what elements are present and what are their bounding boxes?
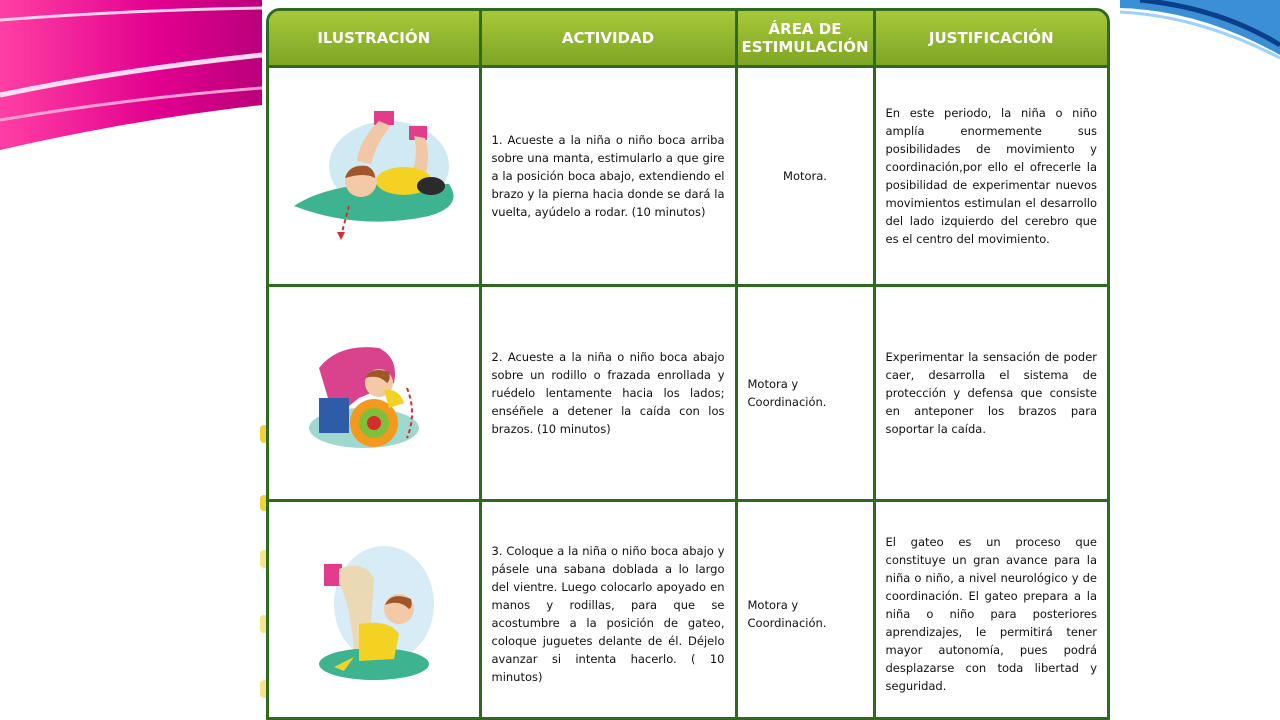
baby-rolling-on-mat-icon (279, 106, 469, 246)
justification-cell: Experimentar la sensación de poder caer, desarrolla el sistema de protección y defensa que consiste en anteponer los brazos para soportar la caída. (874, 286, 1107, 501)
activity-cell: 1. Acueste a la niña o niño boca arriba sobre una manta, estimularlo a que gire a la posición boca abajo, extendiendo el brazo y la pierna hacia donde se dará la vuelta, ayúdelo a rodar. (10 minutos) (480, 67, 736, 286)
blue-ribbon-decoration (1120, 0, 1280, 60)
table-row (269, 501, 1107, 720)
illustration-cell (269, 67, 480, 286)
area-cell: Motora y Coordinación. (736, 286, 874, 501)
area-cell: Motora y Coordinación. (736, 501, 874, 720)
table-row (269, 67, 1107, 286)
area-cell: Motora. (736, 67, 874, 286)
header-justification: JUSTIFICACIÓN (874, 11, 1107, 67)
illustration-cell (269, 286, 480, 501)
baby-crawling-with-sheet-icon (299, 539, 449, 689)
header-illustration: ILUSTRACIÓN (269, 11, 480, 67)
header-activity: ACTIVIDAD (480, 11, 736, 67)
baby-on-roller-icon (299, 328, 449, 458)
header-row (269, 11, 1107, 67)
pink-ribbon-decoration (0, 0, 262, 160)
table-row (269, 286, 1107, 501)
justification-cell: El gateo es un proceso que constituye un gran avance para la niña o niño, a nivel neurológico y de coordinación. El gateo prepara a la niña o niño para posteriores aprendizajes, le permitirá tener mayor autonomía, pues podrá desplazarse con toda libertad y seguridad. (874, 501, 1107, 720)
header-area: ÁREA DE ESTIMULACIÓN (736, 11, 874, 67)
activity-cell: 2. Acueste a la niña o niño boca abajo sobre un rodillo o frazada enrollada y ruédelo lentamente hacia los lados; enséñele a detener la caída con los brazos. (10 minutos) (480, 286, 736, 501)
activity-cell: 3. Coloque a la niña o niño boca abajo y pásele una sabana doblada a lo largo del vientre. Luego colocarlo apoyado en manos y rodillas, para que se acostumbre a la posición de gateo, coloque juguetes delante de él. Déjelo avanzar si intenta hacerlo. ( 10 minutos) (480, 501, 736, 720)
stimulation-table (266, 8, 1110, 720)
illustration-cell (269, 501, 480, 720)
justification-cell: En este periodo, la niña o niño amplía enormemente sus posibilidades de movimiento y coordinación,por ello el ofrecerle la posibilidad de experimentar nuevos movimientos estimulan el desarrollo del lado izquierdo del cerebro que es el centro del movimiento. (874, 67, 1107, 286)
